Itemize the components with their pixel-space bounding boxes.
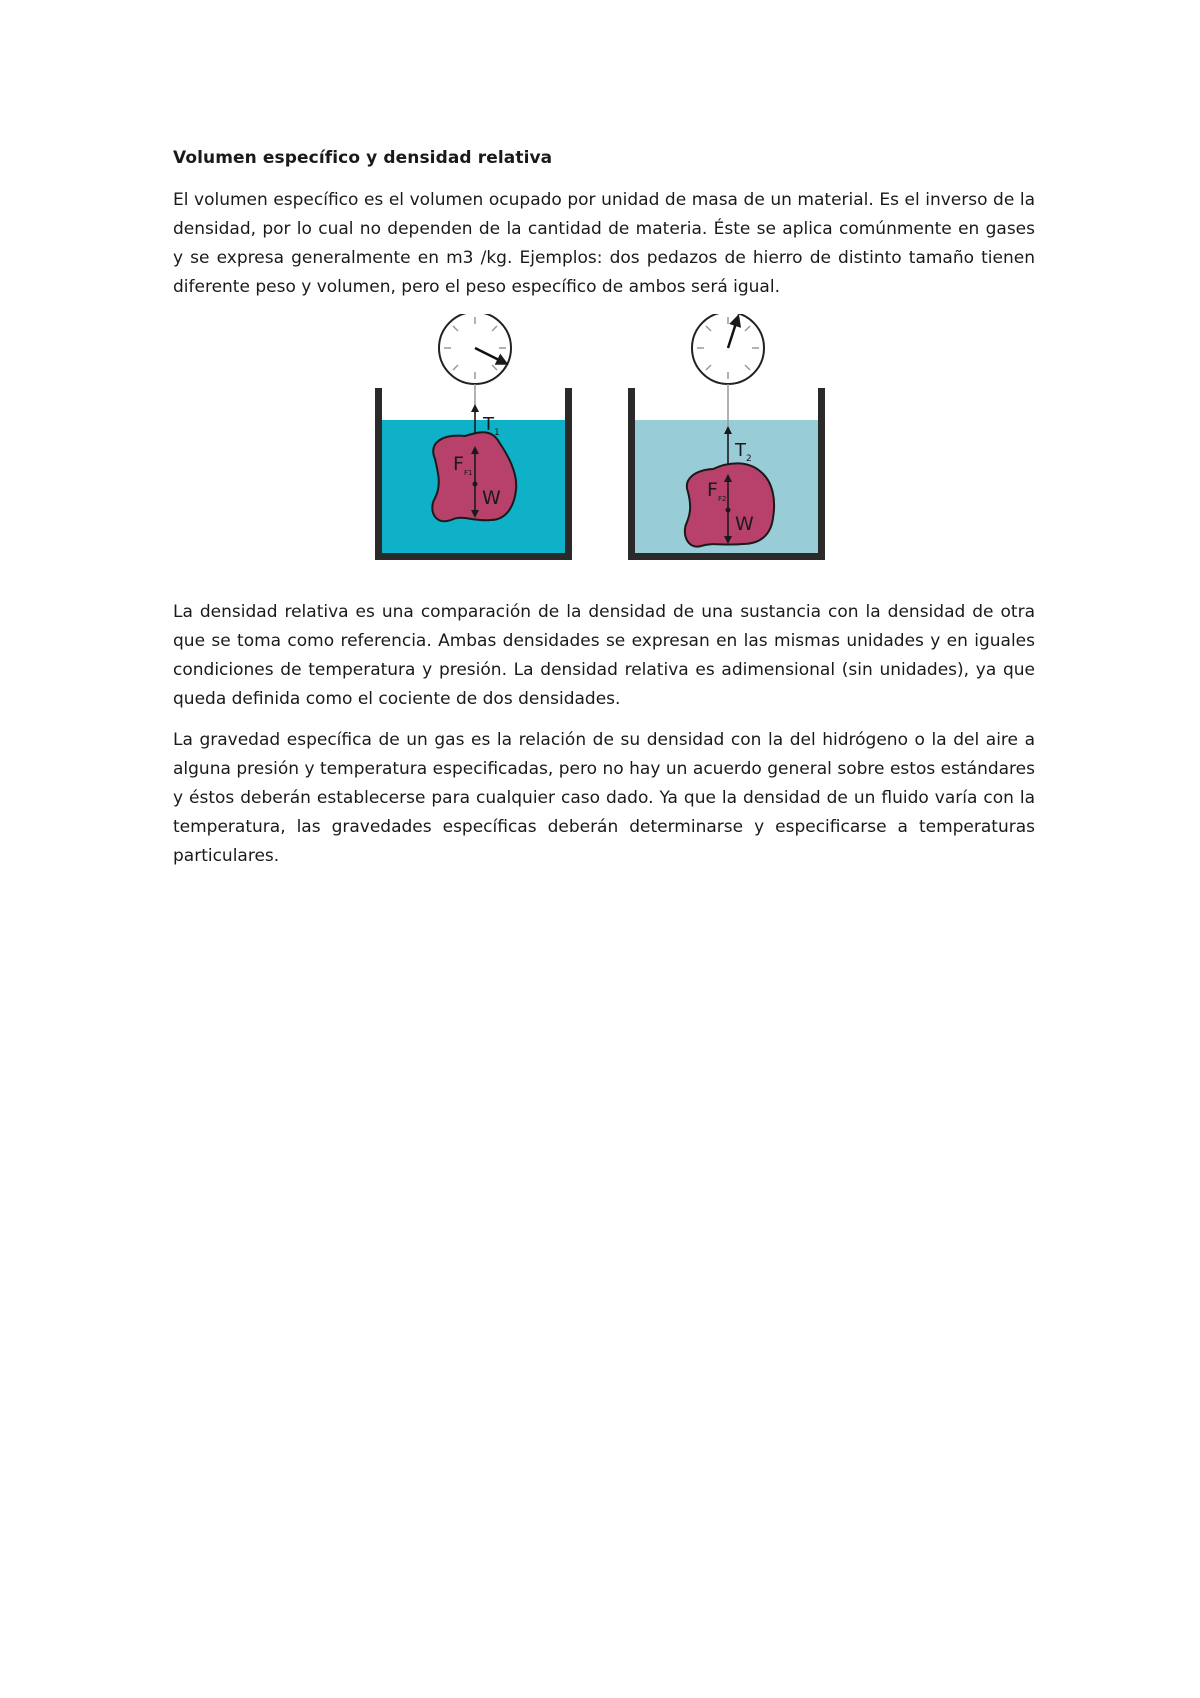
- right-tension-sub: 2: [746, 454, 752, 464]
- right-container-bottom: [628, 553, 825, 560]
- right-gauge: [692, 314, 764, 384]
- paragraph-specific-gravity: La gravedad específica de un gas es la relación de su densidad con la del hidrógeno o la del aire a alguna presión y temperatura especificadas, pero no hay un acuerdo general sobre estos estándares y éstos deberán establecerse para cualquier caso dado. Ya que la densidad de un fluido varía con la temperatura, las gravedades específicas deberán determinarse y especificarse a temperaturas particulares.: [173, 730, 1035, 866]
- left-gauge: [439, 314, 511, 384]
- left-container-bottom: [375, 553, 572, 560]
- left-weight-label: W: [482, 487, 501, 509]
- paragraph-specific-volume: El volumen específico es el volumen ocupado por unidad de masa de un material. Es el inverso de la densidad, por lo cual no dependen de la cantidad de materia. Éste se aplica comúnmente en gases y se expresa generalmente en m3 /kg. Ejemplos: dos pedazos de hierro de distinto tamaño tienen diferente peso y volumen, pero el peso específico de ambos será igual.: [173, 190, 1035, 297]
- document-title: Volumen específico y densidad relativa: [173, 148, 553, 168]
- right-buoyancy-label: F: [707, 479, 718, 501]
- left-container-wall-right: [565, 388, 572, 560]
- left-tension-label: T: [483, 414, 494, 435]
- left-buoyancy-sub: F1: [463, 469, 473, 477]
- document-page: [173, 140, 1035, 883]
- right-container-wall-left: [628, 388, 635, 560]
- left-buoyancy-label: F: [453, 453, 464, 475]
- right-tension-label: T: [735, 440, 746, 461]
- buoyancy-diagram: [173, 314, 1035, 580]
- right-setup: [628, 314, 825, 560]
- right-object: [685, 463, 774, 546]
- right-weight-label: W: [735, 513, 754, 535]
- left-tension-sub: 1: [494, 428, 500, 438]
- left-setup: [375, 314, 572, 560]
- paragraph-relative-density: La densidad relativa es una comparación de la densidad de una sustancia con la densidad de otra que se toma como referencia. Ambas densidades se expresan en las mismas unidades y en iguales condiciones de temperatura y presión. La densidad relativa es adimensional (sin unidades), ya que queda definida como el cociente de dos densidades.: [173, 602, 1035, 709]
- right-buoyancy-sub: F2: [717, 495, 727, 503]
- right-container-wall-right: [818, 388, 825, 560]
- left-container-wall-left: [375, 388, 382, 560]
- buoyancy-figure: [173, 314, 1035, 580]
